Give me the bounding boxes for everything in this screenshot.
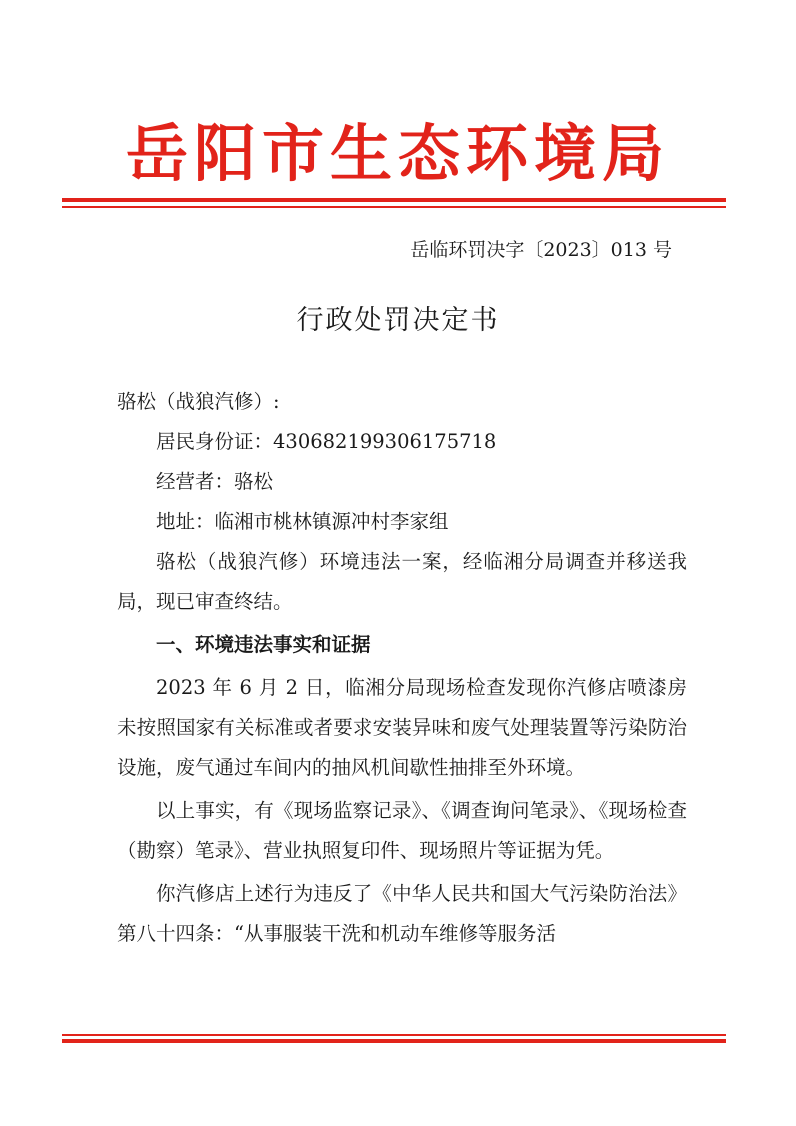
evidence-paragraph: 以上事实，有《现场监察记录》、《调查询问笔录》、《现场检查（勘察）笔录》、营业执照复印件、现场照片等证据为凭。 — [117, 799, 687, 862]
footer-rule-thin — [62, 1034, 726, 1036]
party-name: 骆松（战狼汽修）: — [117, 390, 280, 413]
party-operator: 经营者：骆松 — [156, 470, 274, 493]
document-title: 行政处罚决定书 — [296, 305, 500, 336]
document-body — [117, 382, 687, 954]
party-id: 居民身份证：430682199306175718 — [156, 430, 497, 453]
document-number: 岳临环罚决字〔2023〕013 号 — [410, 239, 672, 261]
header-rule-thin — [62, 206, 726, 208]
header-rule-thick — [62, 198, 726, 202]
party-address: 地址：临湘市桃林镇源冲村李家组 — [156, 510, 449, 533]
violation-paragraph: 你汽修店上述行为违反了《中华人民共和国大气污染防治法》第八十四条：“从事服装干洗和机动车维修等服务活 — [117, 882, 687, 945]
case-intro: 骆松（战狼汽修）环境违法一案，经临湘分局调查并移送我局，现已审查终结。 — [117, 550, 687, 613]
organization-header: 岳阳市生态环境局 — [125, 117, 670, 190]
section-heading: 一、环境违法事实和证据 — [156, 633, 371, 656]
facts-paragraph: 2023 年 6 月 2 日，临湘分局现场检查发现你汽修店喷漆房未按照国家有关标准或者要求安装异味和废气处理装置等污染防治设施，废气通过车间内的抽风机间歇性抽排至外环境。 — [117, 676, 687, 779]
footer-rule-thick — [62, 1039, 726, 1043]
